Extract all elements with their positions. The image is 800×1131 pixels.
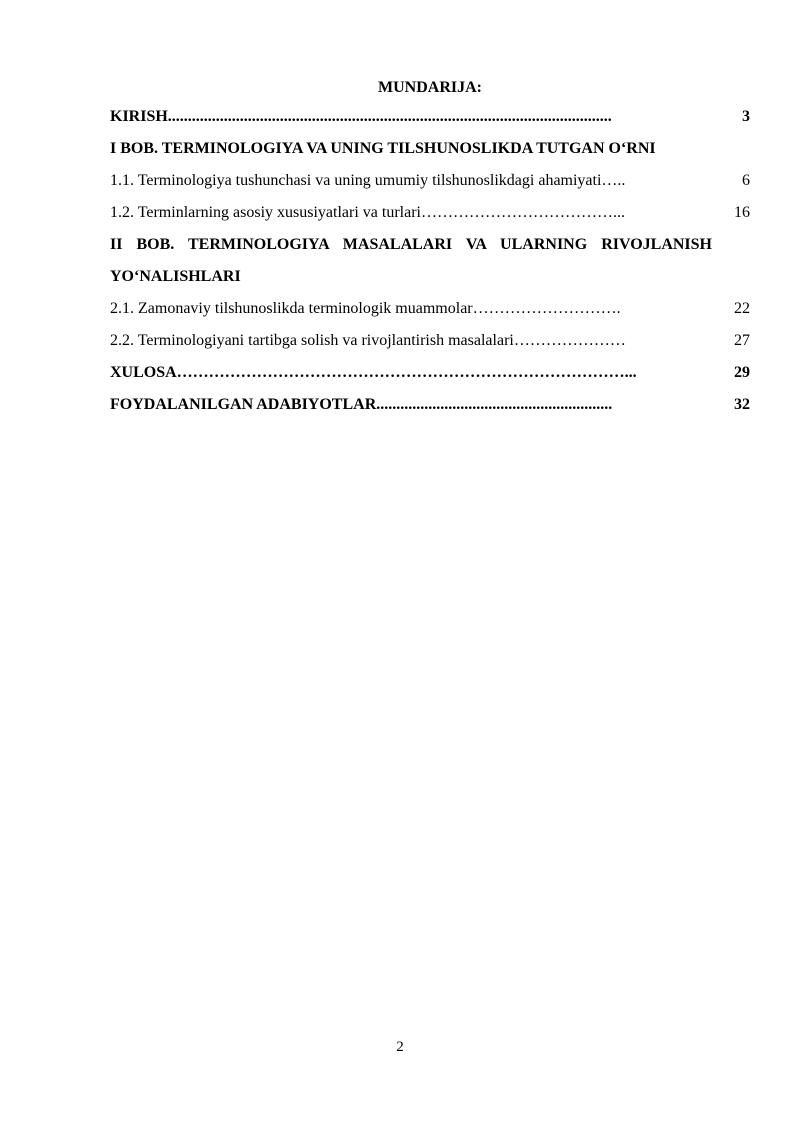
toc-entry-page: 16 xyxy=(734,204,750,221)
toc-entry-bibliography xyxy=(110,389,750,421)
toc-entry-chapter-2 xyxy=(110,229,750,293)
page-number: 2 xyxy=(396,1039,404,1055)
toc-entry-page: 29 xyxy=(734,364,750,381)
table-of-contents xyxy=(110,101,750,421)
toc-entry-section-1-1 xyxy=(110,165,750,197)
toc-entry-page: 32 xyxy=(734,396,750,413)
page-title: MUNDARIJA: xyxy=(378,79,482,96)
toc-entry-kirish xyxy=(110,101,750,133)
toc-entry-text: XULOSA…………………………………………………………………………... xyxy=(110,364,637,381)
toc-entry-text: 2.2. Terminologiyani tartibga solish va rivojlantirish masalalari………………… xyxy=(110,332,626,349)
toc-entry-text: II BOB. TERMINOLOGIYA MASALALARI VA ULARNING RIVOJLANISH YO‘NALISHLARI xyxy=(110,236,712,285)
toc-entry-page: 22 xyxy=(734,300,750,317)
toc-entry-page: 27 xyxy=(734,332,750,349)
toc-entry-text: 1.1. Terminologiya tushunchasi va uning umumiy tilshunoslikdagi ahamiyati….. xyxy=(110,172,626,189)
toc-entry-section-2-1 xyxy=(110,293,750,325)
toc-entry-text: 1.2. Terminlarning asosiy xususiyatlari va turlari………………………………... xyxy=(110,204,625,221)
toc-entry-chapter-1 xyxy=(110,133,750,165)
toc-entry-text: I BOB. TERMINOLOGIYA VA UNING TILSHUNOSLIKDA TUTGAN O‘RNI xyxy=(110,140,656,157)
toc-entry-text: KIRISH............................................................................................................... xyxy=(110,108,612,125)
toc-entry-text: 2.1. Zamonaviy tilshunoslikda terminologik muammolar………………………. xyxy=(110,300,621,317)
toc-entry-page: 6 xyxy=(742,172,750,189)
toc-entry-page: 3 xyxy=(742,108,750,125)
toc-entry-text: FOYDALANILGAN ADABIYOTLAR........................................................... xyxy=(110,396,613,413)
toc-entry-section-2-2 xyxy=(110,325,750,357)
toc-entry-section-1-2 xyxy=(110,197,750,229)
toc-entry-xulosa xyxy=(110,357,750,389)
